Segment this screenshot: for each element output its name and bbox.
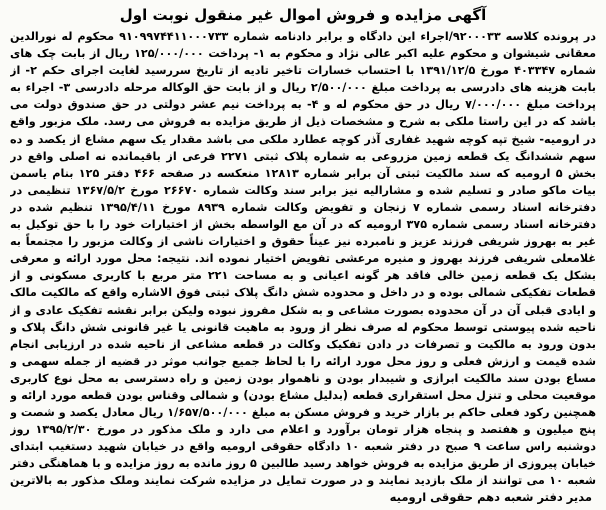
notice-signature: مدیر دفتر شعبه دهم حقوقی ارومیه [389, 490, 592, 504]
notice-title: آگهی مزایده و فروش اموال غیر منقول نوبت اول [119, 6, 487, 24]
notice-body: در پرونده کلاسه ۹۲۰۰۰۳۳/اجراء این دادگاه و برابر دادنامه شماره ۹۱۰۹۹۷۴۴۱۱۰۰۰۷۳۳ محکوم له نورالدین معقانی شیشوان و محکوم علیه اکبر عالی نژاد و محکوم به ۱- پرداخت ۱۲۵/۰۰۰/۰۰۰ ریال از بابت چک های شماره ۴۰۳۳۴۷ مورخ ۱۳۹۱/۱۲/۵ با احتساب خسارات تاخیر تادیه از تاریخ سررسید لغایت اجرای حکم ۲- از بابت هزینه های دادرسی به پرداخت مبلغ ۲/۵۰۰/۰۰۰ ریال و از بابت حق الوکاله مرحله دادرسی ۳- اجراء به پرداخت مبلغ ۷/۰۰۰/۰۰۰ ریال در حق محکوم له و ۴- به پرداخت نیم عشر دولتی در حق صندوق دولت می باشد که در این راستا ملکی به شرح و مشخصات ذیل از طریق مزایده به فروش می رسد. ملک مزبور واقع در ارومیه- شیخ تپه کوچه شهید غفاری آذر کوچه عطارد ملکی می باشد مقدار یک سهم مشاع از یکصد و ده سهم ششدانگ یک قطعه زمین مزروعی به شماره پلاک ثبتی ۲۲۷۱ فرعی از باقیمانده نه اصلی واقع در بخش ۵ ارومیه که سند مالکیت ثبتی آن برابر شماره ۱۲۸۱۳ منعکسه در صفحه ۴۶۶ دفتر ۱۲۵ بنام یاسمن بیات ماکو صادر و تسلیم شده و مشارالیه نیز برابر سند وکالت شماره ۲۶۶۷۰ مورخ ۱۳۶۷/۵/۲ تنظیمی در دفترخانه اسناد رسمی شماره ۷ زنجان و تفویض وکالت شماره ۸۹۳۹ مورخ ۱۳۹۵/۴/۱۱ تنظیم شده در دفترخانه اسناد رسمی شماره ۳۷۵ ارومیه که در آن مع الواسطه بخش از اختیارات خود را با حق توکیل به غیر به بهروز شریفی فرزند عزیز و نامبرده نیز عیناً حقوق و اختیارات ناشی از وکالت مزبور را مجتمعاً به غلامعلی شریفی فرزند بهروز و منیره مرعشی تفویض اختیار نموده اند. نتیجه: محل مورد ارائه و معرفی بشکل یک قطعه زمین خالی فاقد هر گونه اعیانی و به مساحت ۲۲۱ متر مربع با کاربری مسکونی و از قطعات تفکیکی شمالی بوده و در داخل و محدوده شش دانگ پلاک ثبتی فوق الاشاره واقع که مالکیت مالک و ایادی قبلی آن در آن محدوده بصورت مشاعی و به شکل مفروز نبوده ولیکن برابر نقشه تفکیک عادی و از ناحیه شده پیوستی توسط محکوم له صرف نظر از ورود به ماهیت قانونی یا غیر قانونی شش دانگ پلاک و بدون ورود به مالکیت و تصرفات در دادن تفکیک وکالت در قطعه مشاعی از ناحیه شده در ارزیابی انجام شده قیمت و ارزش فعلی و روز محل مورد ارائه را با لحاظ جمیع جوانب موثر در قضیه از جمله سهمی و مساع بودن سند مالکیت ابرازی و شیبدار بودن و ناهموار بودن زمین و راه دسترسی به محل نوع کاربری موقعیت محلی و تنزل محل استقراری قطعه (بدلیل مشاع بودن) و شمالی وقناس بودن قطعه مورد ارائه و همچنین رکود فعلی حاکم بر بازار خرید و فروش مسکن به مبلغ ۱/۶۵۷/۵۰۰/۰۰۰ ریال معادل یکصد و شصت و پنج میلیون و هفتصد و پنجاه هزار تومان برآورد و اعلام می دارد و ملک مذکور در مورخ ۱۳۹۵/۲/۳۰ روز دوشنبه راس ساعت ۹ صبح در دفتر شعبه ۱۰ دادگاه حقوقی ارومیه واقع در خیابان شهید دستغیب ابتدای خیابان پیروزی از طریق مزایده به فروش خواهد رسید طالبین ۵ روز مانده به روز مزایده و با هماهنگی دفتر شعبه ۱۰ می توانند از ملک بازدید نمایند و در صورت تمایل در مزایده شرکت نمایند وملک مذکور به بالاترین [10, 30, 596, 488]
